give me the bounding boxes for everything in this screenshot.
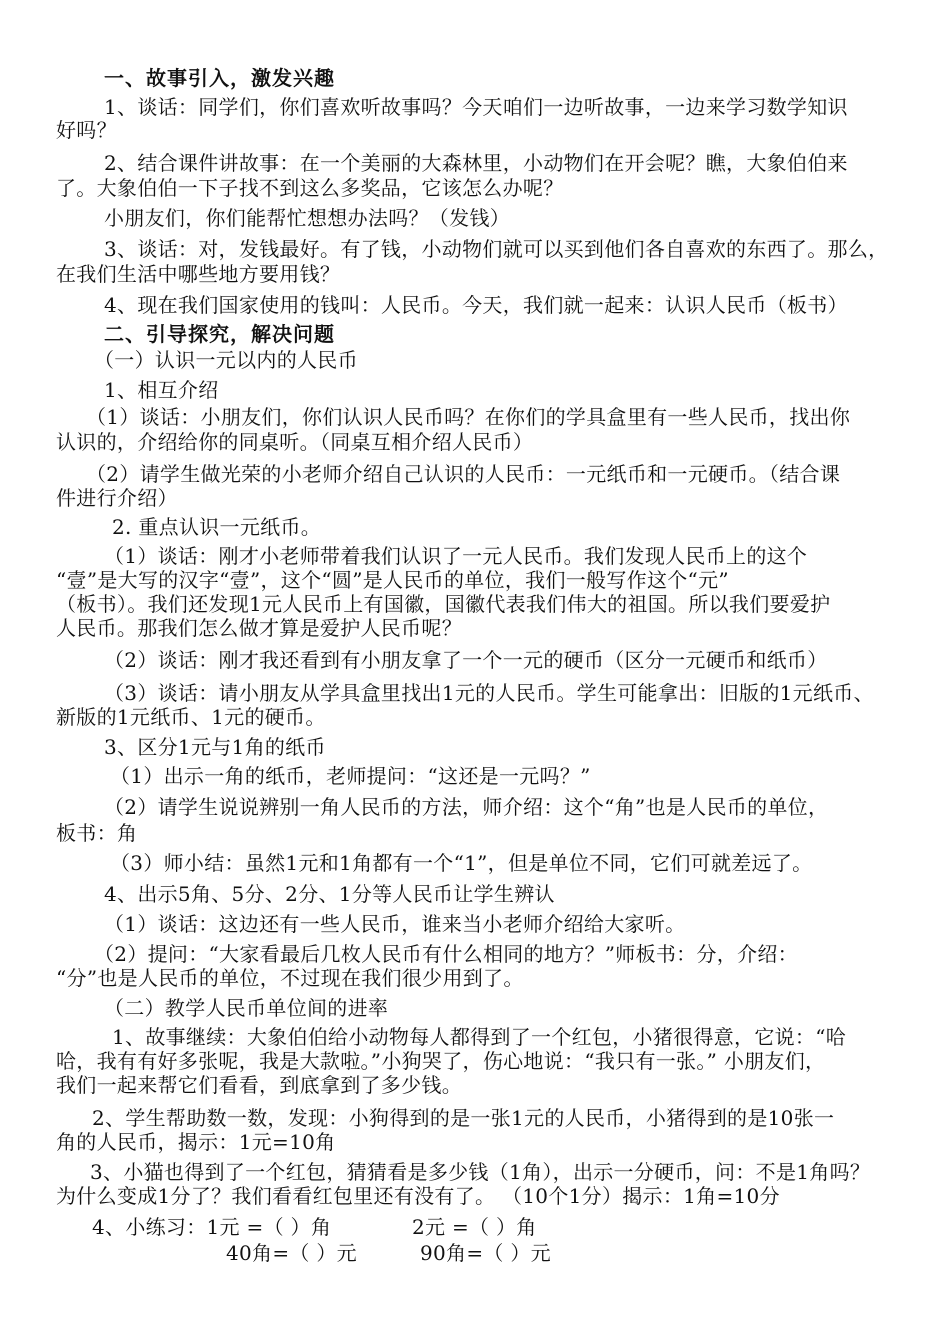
paragraph-line: 2、学生帮助数一数，发现：小狗得到的是一张1元的人民币，小猪得到的是10张一	[92, 1106, 835, 1130]
exercise-item: 2元 =（ ）角	[412, 1215, 537, 1239]
paragraph-line: 2. 重点认识一元纸币。	[112, 515, 322, 539]
paragraph-line: 在我们生活中哪些地方要用钱？	[56, 262, 341, 286]
exercise-item: 40角=（ ）元	[226, 1241, 357, 1265]
paragraph-line: 哈，我有有好多张呢，我是大款啦。”小狗哭了，伤心地说：“我只有一张。” 小朋友们，	[56, 1049, 826, 1073]
paragraph-line: 1、相互介绍	[104, 378, 219, 402]
paragraph-line: 板书：角	[56, 821, 138, 845]
paragraph-line: （1）出示一角的纸币，老师提问：“这还是一元吗？”	[110, 764, 591, 788]
paragraph-line: 好吗？	[56, 118, 117, 142]
paragraph-line: （1）谈话：这边还有一些人民币，谁来当小老师介绍给大家听。	[104, 912, 686, 936]
paragraph-line: （3）师小结：虽然1元和1角都有一个“1”，但是单位不同，它们可就差远了。	[110, 851, 813, 875]
paragraph-line: （2）提问：“大家看最后几枚人民币有什么相同的地方？”师板书：分，介绍：	[94, 942, 798, 966]
paragraph-line: （板书）。我们还发现1元人民币上有国徽，国徽代表我们伟大的祖国。所以我们要爱护	[56, 592, 831, 616]
section-heading: 二、引导探究，解决问题	[104, 322, 335, 346]
paragraph-line: （2）谈话：刚才我还看到有小朋友拿了一个一元的硬币（区分一元硬币和纸币）	[104, 648, 828, 672]
paragraph-line: 了。大象伯伯一下子找不到这么多奖品，它该怎么办呢？	[56, 176, 564, 200]
exercise-item: 90角=（ ）元	[420, 1241, 551, 1265]
paragraph-line: （1）谈话：刚才小老师带着我们认识了一元人民币。我们发现人民币上的这个	[104, 544, 808, 568]
paragraph-line: 人民币。那我们怎么做才算是爱护人民币呢？	[56, 616, 462, 640]
paragraph-line: 件进行介绍）	[56, 486, 178, 510]
paragraph-line: 3、区分1元与1角的纸币	[104, 735, 326, 759]
paragraph-line: 为什么变成1分了？我们看看红包里还有没有了。 （10个1分）揭示：1角=10分	[56, 1184, 780, 1208]
paragraph-line: 新版的1元纸币、1元的硬币。	[56, 705, 326, 729]
paragraph-line: “分”也是人民币的单位，不过现在我们很少用到了。	[56, 966, 524, 990]
paragraph-line: “壹”是大写的汉字“壹”，这个“圆”是人民币的单位，我们一般写作这个“元”	[56, 568, 729, 592]
paragraph-line: 我们一起来帮它们看看，到底拿到了多少钱。	[56, 1073, 462, 1097]
exercise-item: 4、小练习：1元 =（ ）角	[92, 1215, 332, 1239]
paragraph-line: 角的人民币，揭示：1元=10角	[56, 1130, 336, 1154]
paragraph-line: 1、故事继续：大象伯伯给小动物每人都得到了一个红包，小猪很得意，它说：“哈	[112, 1025, 847, 1049]
paragraph-line: （2）请学生说说辨别一角人民币的方法，师介绍：这个“角”也是人民币的单位，	[104, 795, 829, 819]
section-heading: 一、故事引入，激发兴趣	[104, 66, 335, 90]
paragraph-line: 2、结合课件讲故事：在一个美丽的大森林里，小动物们在开会呢？瞧，大象伯伯来	[104, 151, 848, 175]
paragraph-line: 认识的，介绍给你的同桌听。（同桌互相介绍人民币）	[56, 430, 534, 454]
paragraph-line: 4、出示5角、5分、2分、1分等人民币让学生辨认	[104, 882, 555, 906]
paragraph-line: 3、谈话：对，发钱最好。有了钱，小动物们就可以买到他们各自喜欢的东西了。那么，	[104, 237, 889, 261]
paragraph-line: 小朋友们，你们能帮忙想想办法吗？（发钱）	[104, 206, 510, 230]
paragraph-line: 3、小猫也得到了一个红包，猜猜看是多少钱（1角），出示一分硬币，问：不是1角吗？	[90, 1160, 871, 1184]
subsection-heading: （二）教学人民币单位间的进率	[104, 996, 389, 1020]
paragraph-line: 4、现在我们国家使用的钱叫：人民币。今天，我们就一起来：认识人民币（板书）	[104, 293, 848, 317]
paragraph-line: 1、谈话：同学们，你们喜欢听故事吗？今天咱们一边听故事，一边来学习数学知识	[104, 95, 848, 119]
paragraph-line: （1）谈话：小朋友们，你们认识人民币吗？在你们的学具盒里有一些人民币，找出你	[86, 405, 851, 429]
paragraph-line: （2）请学生做光荣的小老师介绍自己认识的人民币：一元纸币和一元硬币。（结合课	[86, 462, 841, 486]
subsection-heading: （一）认识一元以内的人民币	[94, 348, 358, 372]
paragraph-line: （3）谈话：请小朋友从学具盒里找出1元的人民币。学生可能拿出：旧版的1元纸币、	[104, 681, 874, 705]
